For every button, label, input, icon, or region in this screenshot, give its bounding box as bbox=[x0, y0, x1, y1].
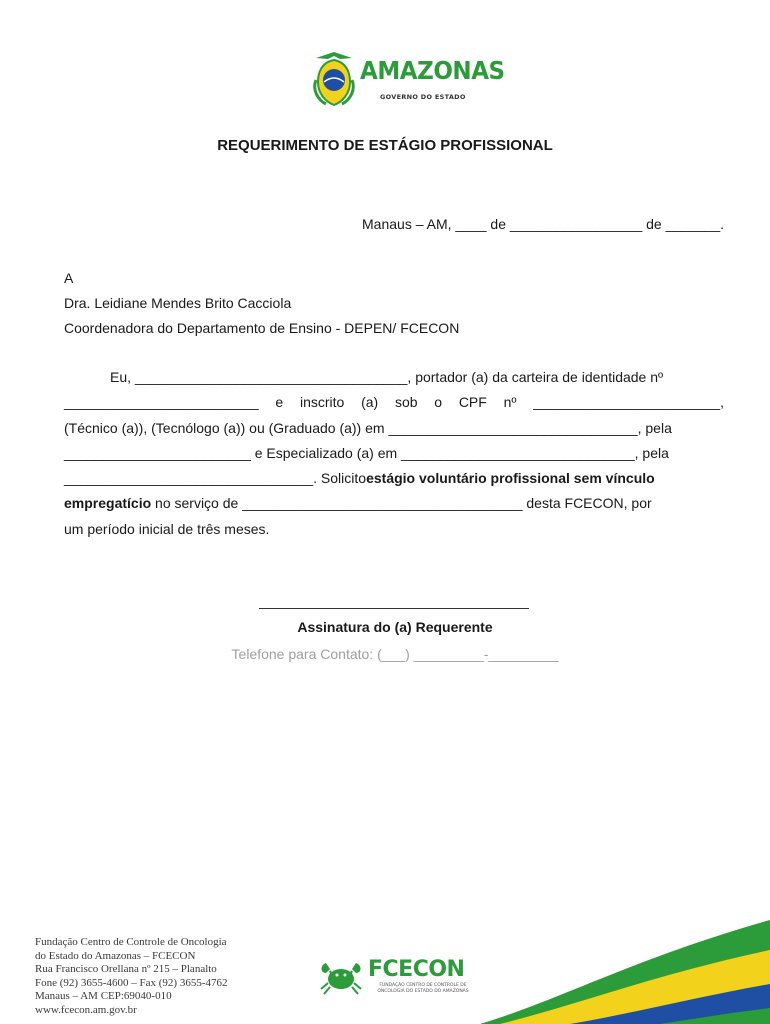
body-text: ________________________, bbox=[533, 394, 724, 411]
fcecon-name: FCECON bbox=[368, 957, 465, 982]
footer-address-line: do Estado do Amazonas – FCECON bbox=[35, 949, 196, 962]
footer-website: www.fcecon.am.gov.br bbox=[35, 1003, 137, 1016]
body-text: o bbox=[434, 394, 443, 411]
request-body bbox=[64, 365, 724, 542]
fcecon-logo bbox=[318, 955, 478, 1000]
signature-label: Assinatura do (a) Requerente bbox=[297, 619, 493, 635]
addressee-block bbox=[64, 266, 459, 341]
body-text: CPF bbox=[458, 394, 487, 411]
signature-line bbox=[259, 608, 529, 609]
body-line bbox=[64, 517, 724, 542]
document-title: REQUERIMENTO DE ESTÁGIO PROFISSIONAL bbox=[217, 137, 553, 154]
body-text: Eu, ___________________________________, portador (a) da carteira de identidade nº bbox=[110, 369, 664, 385]
body-line bbox=[64, 491, 724, 516]
body-text: e bbox=[275, 394, 284, 411]
body-line bbox=[64, 390, 724, 415]
body-bold-text: estágio voluntário profissional sem vínculo bbox=[366, 470, 655, 487]
addressee-line: A bbox=[64, 270, 74, 286]
footer-address-line: Fundação Centro de Controle de Oncologia bbox=[35, 936, 227, 948]
amazonas-government-logo bbox=[310, 50, 505, 112]
government-subtitle: GOVERNO DO ESTADO bbox=[380, 93, 466, 101]
addressee-name: Dra. Leidiane Mendes Brito Cacciola bbox=[64, 295, 292, 311]
body-line bbox=[64, 466, 724, 491]
amazonas-coat-of-arms-icon bbox=[310, 50, 358, 110]
footer-address-line: Manaus – AM CEP:69040-010 bbox=[35, 990, 172, 1003]
fcecon-subtitle: FUNDAÇÃO CENTRO DE CONTROLE DE ONCOLOGIA DO ESTADO DO AMAZONAS bbox=[377, 983, 469, 994]
crab-icon bbox=[318, 955, 364, 997]
body-line bbox=[64, 365, 724, 390]
body-text: nº bbox=[503, 394, 517, 411]
body-text: sob bbox=[394, 394, 418, 411]
government-name: AMAZONAS bbox=[360, 56, 505, 85]
body-text: no serviço de ____________________________________ desta FCECON, por bbox=[151, 495, 652, 512]
footer-address-line: Fone (92) 3655-4600 – Fax (92) 3655-4762 bbox=[35, 976, 228, 989]
date-line: Manaus – AM, ____ de _________________ de _______. bbox=[362, 216, 724, 232]
body-text: (a) bbox=[361, 394, 379, 411]
body-text: ________________________________. Solicito bbox=[64, 470, 367, 487]
body-text: _________________________ bbox=[64, 394, 259, 411]
contact-phone-line: Telefone para Contato: (___) _________-_________ bbox=[231, 646, 559, 662]
footer-address bbox=[35, 936, 227, 1018]
body-text: ________________________ e Especializado (a) em ______________________________, pela bbox=[64, 444, 669, 461]
body-text: inscrito bbox=[299, 394, 345, 411]
body-text: um período inicial de três meses. bbox=[64, 520, 270, 537]
body-line bbox=[64, 416, 724, 441]
body-text: (Técnico (a)), (Tecnólogo (a)) ou (Graduado (a)) em ________________________________, pela bbox=[64, 419, 672, 436]
body-line bbox=[64, 441, 724, 466]
addressee-role: Coordenadora do Departamento de Ensino - DEPEN/ FCECON bbox=[64, 320, 460, 336]
footer-address-line: Rua Francisco Orellana nº 215 – Planalto bbox=[35, 963, 217, 976]
footer-waves-decoration bbox=[480, 900, 770, 1024]
body-bold-text: empregatício bbox=[64, 495, 152, 512]
